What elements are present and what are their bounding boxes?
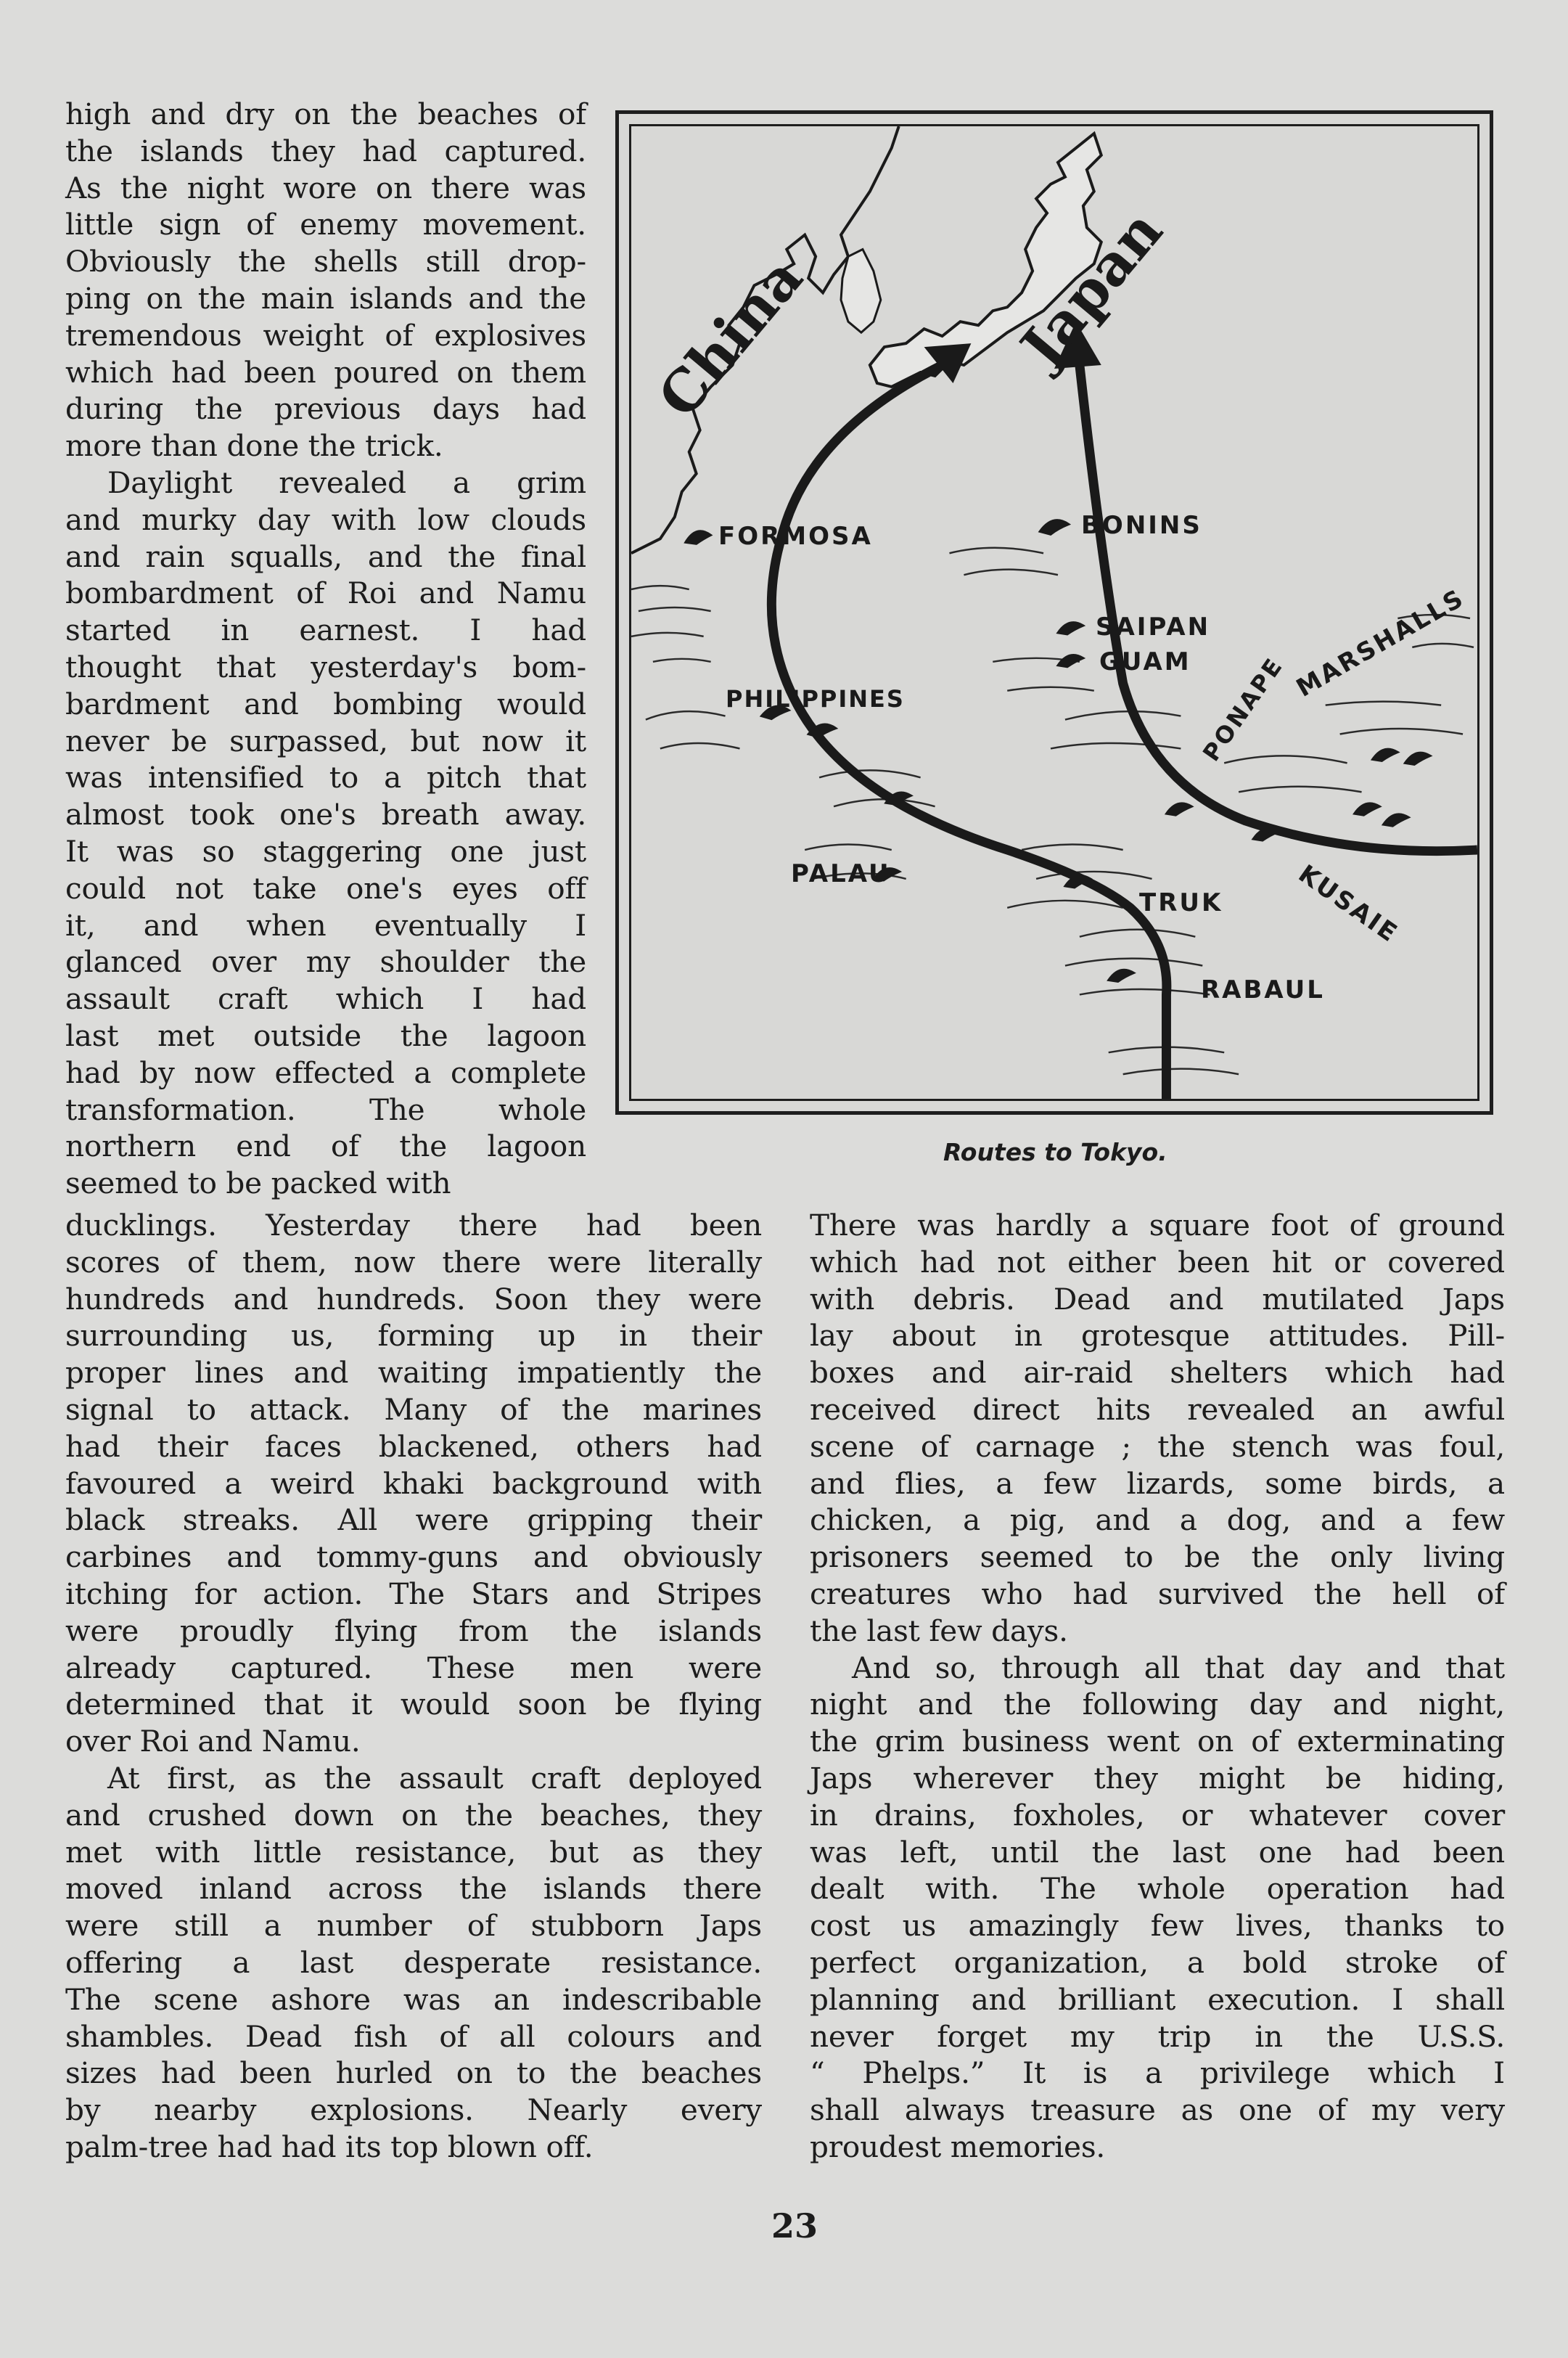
text-line: seemed to be packed with <box>65 1166 451 1201</box>
text-line: signal to attack. Many of the marines <box>65 1391 762 1427</box>
text-line: perfect organization, a bold stroke of <box>810 1944 1505 1980</box>
map-inner-border <box>629 124 1479 1101</box>
text-line: and murky day with low clouds <box>65 502 586 537</box>
text-line: by nearby explosions. Nearly every <box>65 2092 762 2128</box>
text-line: high and dry on the beaches of <box>65 97 586 131</box>
text-line: were still a number of stubborn Japs <box>65 1908 762 1944</box>
text-line: which had been poured on them <box>65 354 586 390</box>
text-line: scores of them, now there were literally <box>65 1244 762 1280</box>
map-label-palau: PALAU <box>791 859 891 888</box>
text-line: never be surpassed, but now it <box>65 723 586 758</box>
text-line: almost took one's breath away. <box>65 797 586 832</box>
map-figure <box>615 110 1493 1115</box>
text-column-right <box>810 1207 1505 2166</box>
text-line: glanced over my shoulder the <box>65 944 586 980</box>
text-line: over Roi and Namu. <box>65 1724 361 1759</box>
text-line: northern end of the lagoon <box>65 1129 586 1164</box>
text-line: bombardment of Roi and Namu <box>65 576 586 611</box>
map-label-china: China <box>646 245 816 430</box>
text-line: with debris. Dead and mutilated Japs <box>810 1281 1505 1317</box>
text-line: never forget my trip in the U.S.S. <box>810 2018 1505 2054</box>
text-line: scene of carnage ; the stench was foul, <box>810 1428 1505 1464</box>
text-line: assault craft which I had <box>65 981 586 1017</box>
text-column-left-top <box>65 96 586 1202</box>
text-line: proudest memories. <box>810 2129 1106 2164</box>
text-line: were proudly flying from the islands <box>65 1613 762 1648</box>
map-label-guam: GUAM <box>1099 647 1191 676</box>
text-line: had by now effected a complete <box>65 1055 586 1090</box>
text-line: it, and when eventually I <box>65 907 586 943</box>
text-line: started in earnest. I had <box>65 613 586 648</box>
text-column-left-bottom <box>65 1207 762 2166</box>
text-line: last met outside the lagoon <box>65 1018 586 1053</box>
text-line: shall always treasure as one of my very <box>810 2092 1505 2128</box>
text-line: creatures who had survived the hell of <box>810 1576 1505 1611</box>
page-number: 23 <box>771 2206 818 2246</box>
text-line: was intensified to a pitch that <box>65 760 586 795</box>
text-line: itching for action. The Stars and Stripes <box>65 1576 762 1611</box>
text-line: determined that it would soon be flying <box>65 1687 762 1722</box>
map-caption: Routes to Tokyo. <box>943 1138 1167 1166</box>
text-line: proper lines and waiting impatiently the <box>65 1355 762 1391</box>
text-line: Obviously the shells still drop- <box>65 244 586 279</box>
island-marks <box>686 520 1430 982</box>
text-line: dealt with. The whole operation had <box>810 1871 1505 1907</box>
text-line: At first, as the assault craft deployed <box>107 1760 762 1796</box>
map-label-ponape: PONAPE <box>1197 652 1289 766</box>
map-label-truk: TRUK <box>1139 888 1223 917</box>
text-line: the grim business went on of exterminating <box>810 1724 1505 1759</box>
map-label-marshalls: MARSHALLS <box>1292 583 1470 703</box>
text-line: night and the following day and night, <box>810 1687 1505 1722</box>
text-line: was left, until the last one had been <box>810 1834 1505 1870</box>
korea-peninsula <box>841 249 881 332</box>
text-line: hundreds and hundreds. Soon they were <box>65 1281 762 1317</box>
text-line: had their faces blackened, others had <box>65 1428 762 1464</box>
text-line: surrounding us, forming up in their <box>65 1318 762 1354</box>
text-line: lay about in grotesque attitudes. Pill- <box>810 1318 1505 1354</box>
text-line: favoured a weird khaki background with <box>65 1465 762 1501</box>
text-line: which had not either been hit or covered <box>810 1244 1505 1280</box>
text-line: boxes and air-raid shelters which had <box>810 1355 1505 1391</box>
text-line: ducklings. Yesterday there had been <box>65 1208 762 1243</box>
text-line: Daylight revealed a grim <box>107 464 586 500</box>
text-line: sizes had been hurled on to the beaches <box>65 2055 762 2091</box>
text-line: carbines and tommy-guns and obviously <box>65 1539 762 1575</box>
text-line: could not take one's eyes off <box>65 870 586 906</box>
text-line: and flies, a few lizards, some birds, a <box>810 1465 1505 1501</box>
map-label-saipan: SAIPAN <box>1096 613 1211 642</box>
text-line: There was hardly a square foot of ground <box>810 1208 1505 1243</box>
text-line: the last few days. <box>810 1613 1068 1648</box>
text-line: already captured. These men were <box>65 1650 762 1685</box>
map-label-philippines: PHILIPPINES <box>726 685 905 713</box>
text-line: and crushed down on the beaches, they <box>65 1797 762 1833</box>
map-label-japan: Japan <box>1009 198 1175 380</box>
sea-waves <box>631 548 1474 1074</box>
text-line: chicken, a pig, and a dog, and a few <box>810 1502 1505 1538</box>
text-line: little sign of enemy movement. <box>65 207 586 242</box>
text-line: palm-tree had had its top blown off. <box>65 2129 594 2164</box>
text-line: shambles. Dead fish of all colours and <box>65 2018 762 2054</box>
map-label-rabaul: RABAUL <box>1201 975 1325 1004</box>
map-label-bonins: BONINS <box>1081 511 1202 540</box>
text-line: black streaks. All were gripping their <box>65 1502 762 1538</box>
text-line: bardment and bombing would <box>65 686 586 721</box>
text-line: transformation. The whole <box>65 1092 586 1127</box>
text-line: And so, through all that day and that <box>852 1650 1505 1685</box>
text-line: during the previous days had <box>65 391 586 427</box>
text-line: Japs wherever they might be hiding, <box>810 1760 1505 1796</box>
text-line: cost us amazingly few lives, thanks to <box>810 1908 1505 1944</box>
text-line: tremendous weight of explosives <box>65 317 586 353</box>
text-line: As the night wore on there was <box>65 170 586 205</box>
text-line: received direct hits revealed an awful <box>810 1391 1505 1427</box>
text-line: “ Phelps.” It is a privilege which I <box>810 2055 1505 2091</box>
text-line: ping on the main islands and the <box>65 280 586 316</box>
map-label-formosa: FORMOSA <box>718 522 873 551</box>
text-line: It was so staggering one just <box>65 833 586 869</box>
text-line: thought that yesterday's bom- <box>65 649 586 684</box>
text-line: more than done the trick. <box>65 428 443 464</box>
text-line: offering a last desperate resistance. <box>65 1944 762 1980</box>
map-label-kusaie: KUSAIE <box>1293 859 1404 949</box>
text-line: planning and brilliant execution. I shall <box>810 1981 1505 2017</box>
text-line: The scene ashore was an indescribable <box>65 1981 762 2017</box>
text-line: and rain squalls, and the final <box>65 539 586 574</box>
text-line: moved inland across the islands there <box>65 1871 762 1907</box>
text-line: prisoners seemed to be the only living <box>810 1539 1505 1575</box>
text-line: the islands they had captured. <box>65 133 586 168</box>
text-line: in drains, foxholes, or whatever cover <box>810 1797 1505 1833</box>
text-line: met with little resistance, but as they <box>65 1834 762 1870</box>
